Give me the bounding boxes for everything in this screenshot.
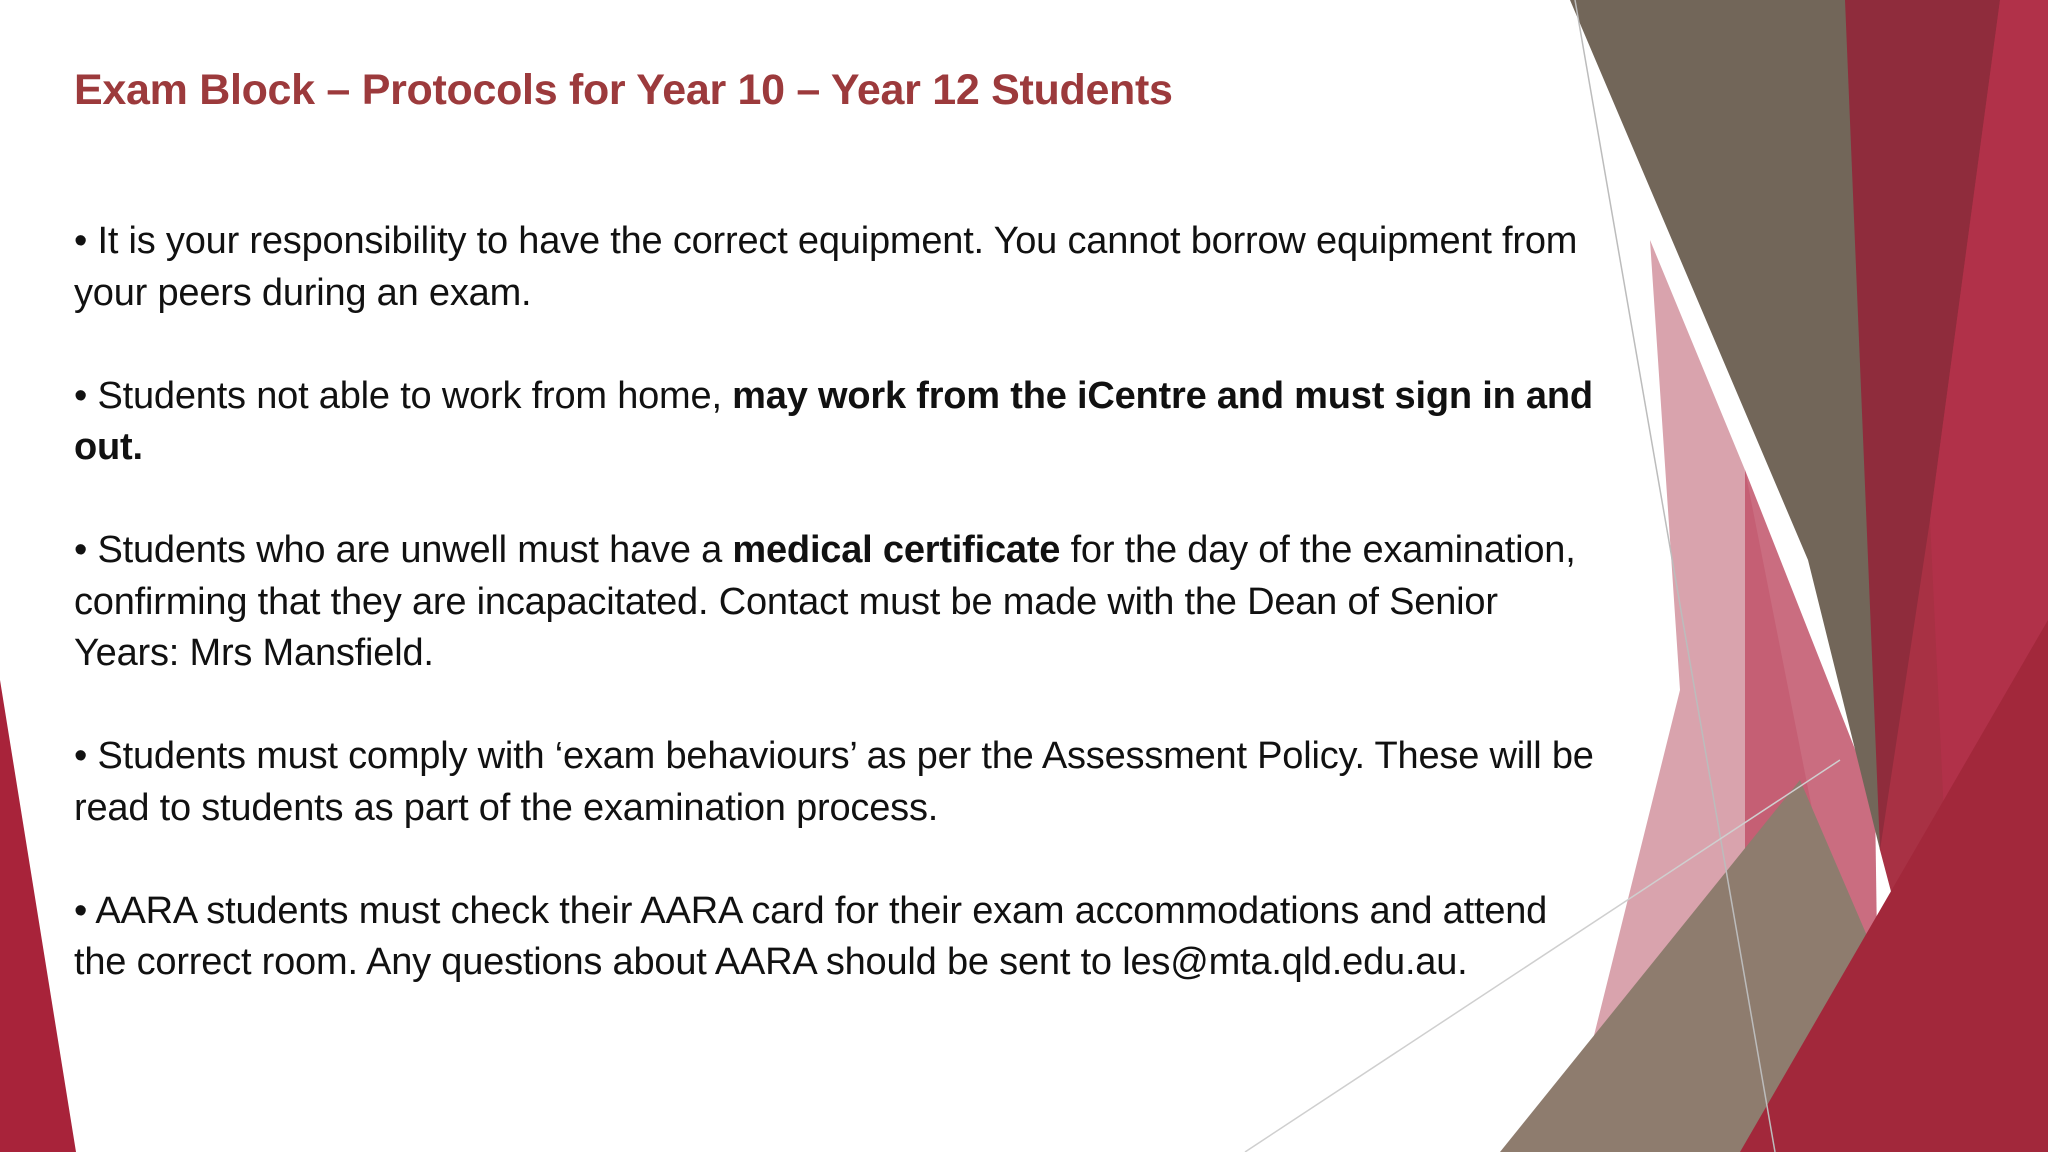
slide-title: Exam Block – Protocols for Year 10 – Year 12 Students [74, 66, 1173, 114]
left-crimson-sliver [0, 680, 76, 1152]
bullet-text: • Students must comply with ‘exam behaviours’ as per the Assessment Policy. These will be read to students as part of the examination process. [74, 735, 1594, 829]
bullet-equipment [74, 216, 1594, 319]
bullet-text: • Students who are unwell must have a [74, 529, 733, 571]
bullet-list [74, 216, 1594, 1040]
bullet-text: • It is your responsibility to have the correct equipment. You cannot borrow equipment from your peers during an exam. [74, 220, 1578, 314]
bullet-emphasis: medical certificate [732, 529, 1061, 571]
bullet-work-from-home [74, 371, 1594, 474]
bullet-unwell [74, 525, 1594, 680]
bullet-text: • AARA students must check their AARA card for their exam accommodations and attend the correct room. Any questions about AARA should be sent to les@mta.qld.edu.au. [74, 889, 1548, 983]
bullet-text: • Students not able to work from home, [74, 374, 733, 417]
bullet-text-continued: for the day of the examination, confirming that they are incapacitated. Contact must be made with the Dean of Senior Years: Mrs Mansfield. [74, 529, 1576, 674]
bullet-exam-behaviours [74, 731, 1594, 834]
bullet-aara [74, 886, 1594, 989]
bullet-emphasis: may work from the iCentre and must sign in and out. [74, 374, 1593, 468]
